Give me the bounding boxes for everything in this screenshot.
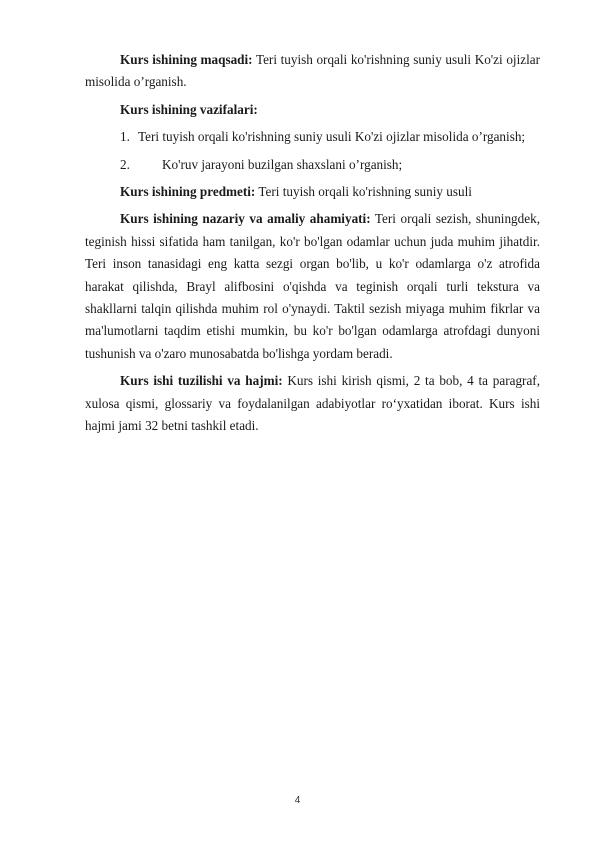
list-item [85,154,540,176]
importance-text: Teri orqali sezish, shuningdek, teginish hissi sifatida ham tanilgan, ko'r bo'lgan odamlar uchun juda muhim jihatdir. Teri inson tanasidagi eng katta sezgi organ bo'lib, u ko'r odamlarga o'z atrofida harakat qilishda, Brayl alifbosini o'qishda va teginish orqali turli tekstura va shakllarni talqin qilishda muhim rol o'ynaydi. Taktil sezish miyaga muhim fikrlar va ma'lumotlarni taqdim etishi mumkin, bu ko'r bo'lgan odamlarga atrofdagi dunyoni tushunish va o'zaro munosabatda bo'lishga yordam beradi. [85,211,540,361]
purpose-text: Teri tuyish orqali ko'rishning suniy usuli Ko'zi ojizlar misolida o’rganish. [85,52,541,90]
importance-label: Kurs ishining nazariy va amaliy ahamiyati: [120,211,371,227]
list-item-number: 1. [120,129,130,145]
page-content [85,49,540,443]
tasks-heading [85,99,540,121]
structure-paragraph [85,370,540,437]
importance-paragraph [85,208,540,365]
list-item-number: 2. [120,156,130,172]
structure-text: Kurs ishi kirish qismi, 2 ta bob, 4 ta paragraf, xulosa qismi, glossariy va foydalanilgan adabiyotlar ro‘yxatidan iborat. Kurs ishi hajmi jami 32 betni tashkil etadi. [85,373,540,434]
purpose-label: Kurs ishining maqsadi: [120,52,253,67]
structure-label: Kurs ishi tuzilishi va hajmi: [120,373,283,389]
list-item-text: Ko'ruv jarayoni buzilgan shaxslani o’rganish; [162,156,403,172]
tasks-list [85,126,540,176]
page-number: 4 [294,795,301,806]
subject-text: Teri tuyish orqali ko'rishning suniy usuli [255,184,472,200]
subject-label: Kurs ishining predmeti: [120,184,256,200]
purpose-paragraph [85,49,540,94]
list-item [85,126,540,148]
subject-paragraph [85,181,540,203]
tasks-heading-label: Kurs ishining vazifalari: [120,101,258,117]
list-item-text: Teri tuyish orqali ko'rishning suniy usuli Ko'zi ojizlar misolida o’rganish; [138,129,526,145]
